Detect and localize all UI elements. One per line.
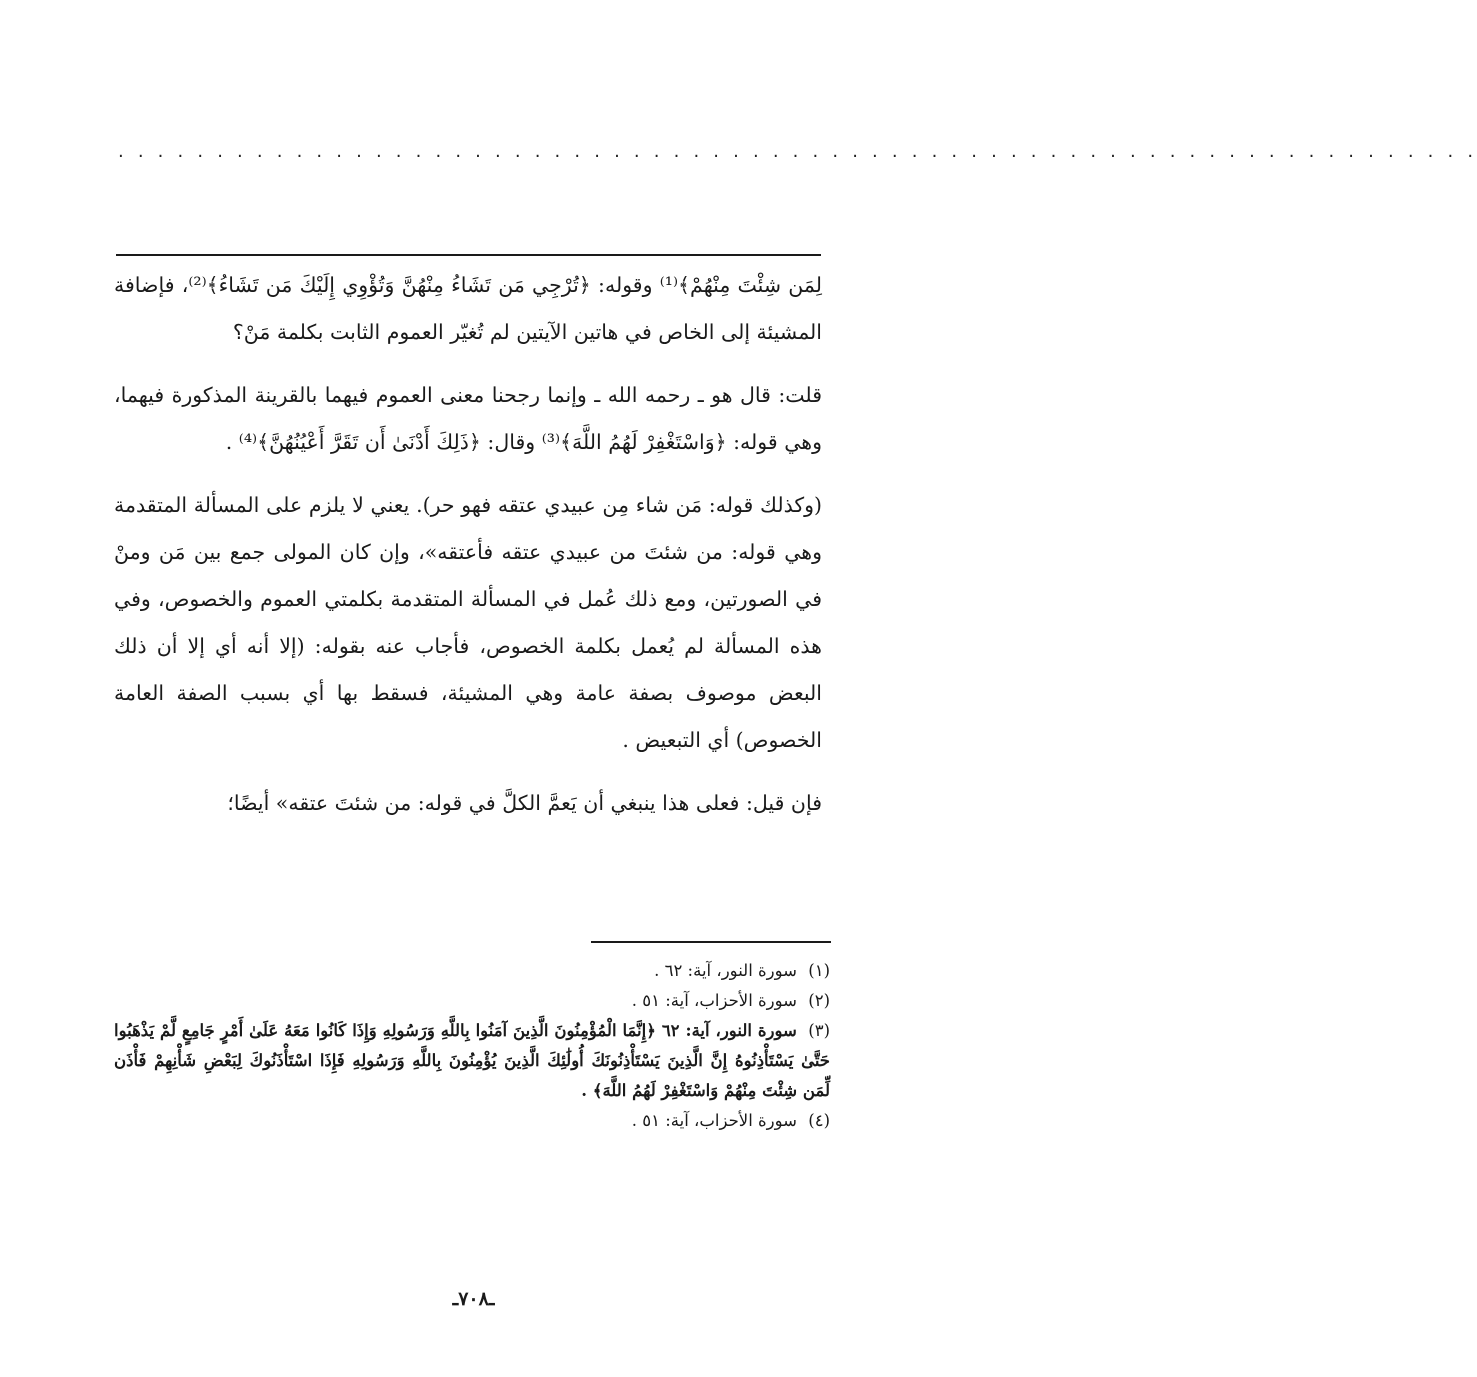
footnote-rule (591, 941, 831, 943)
paragraph-4: فإن قيل: فعلى هذا ينبغي أن يَعمَّ الكلَّ في قوله: من شئتَ عتقه» أيضًا؛ (227, 791, 822, 815)
footnote-text: سورة النور، آية: ٦٢ ﴿إِنَّمَا الْمُؤْمِنُونَ الَّذِينَ آمَنُوا بِاللَّهِ وَرَسُولِهِ وَإِذَا كَانُوا مَعَهُ عَلَىٰ أَمْرٍ جَامِعٍ لَّمْ يَذْهَبُوا حَتَّىٰ يَسْتَأْذِنُوهُ إِنَّ الَّذِينَ يَسْتَأْذِنُونَكَ أُولَٰئِكَ الَّذِينَ يُؤْمِنُونَ بِاللَّهِ وَرَسُولِهِ فَإِذَا اسْتَأْذَنُوكَ لِبَعْضِ شَأْنِهِمْ فَأْذَن لِّمَن شِئْتَ مِنْهُمْ وَاسْتَغْفِرْ لَهُمُ اللَّهَ﴾ . (114, 1021, 830, 1100)
separator-dots: . . . . . . . . . . . . . . . . . . . . . . . . . . . . . . . . . . . . . . . . . . . . . . . . . . . . . . . . . . . . . . . . . . . . . (118, 141, 1477, 162)
footnote-2 (114, 986, 830, 1016)
footnote-3 (114, 1016, 830, 1106)
footnotes (114, 956, 830, 1136)
footnote-number: (١) (808, 961, 830, 980)
footnote-number: (٤) (808, 1111, 830, 1130)
paragraph-3: (وكذلك قوله: مَن شاء مِن عبيدي عتقه فهو حر). يعني لا يلزم على المسألة المتقدمة وهي قوله: من شئتَ من عبيدي عتقه فأعتقه»، وإن كان المولى جمع بين مَن ومنْ في الصورتين، ومع ذلك عُمل في المسألة المتقدمة بكلمتي العموم والخصوص، وفي هذه المسألة لم يُعمل بكلمة الخصوص، فأجاب عنه بقوله: (إلا أنه أي إلا أن ذلك البعض موصوف بصفة عامة وهي المشيئة، فسقط بها أي بسبب الصفة العامة الخصوص) أي التبعيض . (114, 493, 822, 752)
footnote-text: سورة الأحزاب، آية: ٥١ . (631, 1111, 797, 1130)
paragraph-2: قلت: قال هو ـ رحمه الله ـ وإنما رجحنا معنى العموم فيهما بالقرينة المذكورة فيهما، وهي قوله: ﴿وَاسْتَغْفِرْ لَهُمُ اللَّهَ﴾⁽³⁾ وقال: ﴿ذَلِكَ أَدْنَىٰ أَن تَقَرَّ أَعْيُنُهُنَّ﴾⁽⁴⁾ . (114, 383, 822, 454)
top-rule (116, 254, 821, 256)
footnote-number: (٣) (808, 1021, 831, 1040)
footnote-number: (٢) (808, 991, 830, 1010)
footnote-1 (114, 956, 830, 986)
footnote-4 (114, 1106, 830, 1136)
main-text (114, 262, 822, 827)
page-number: ـ٧٠٨ـ (452, 1288, 495, 1310)
footnote-text: سورة الأحزاب، آية: ٥١ . (631, 991, 797, 1010)
footnote-text: سورة النور، آية: ٦٢ . (654, 961, 797, 980)
paragraph-1: لِمَن شِئْتَ مِنْهُمْ﴾⁽¹⁾ وقوله: ﴿تُرْجِي مَن تَشَاءُ مِنْهُنَّ وَتُؤْوِي إِلَيْكَ مَن تَشَاءُ﴾⁽²⁾، فإضافة المشيئة إلى الخاص في هاتين الآيتين لم تُغيّر العموم الثابت بكلمة مَنْ؟ (114, 273, 822, 344)
